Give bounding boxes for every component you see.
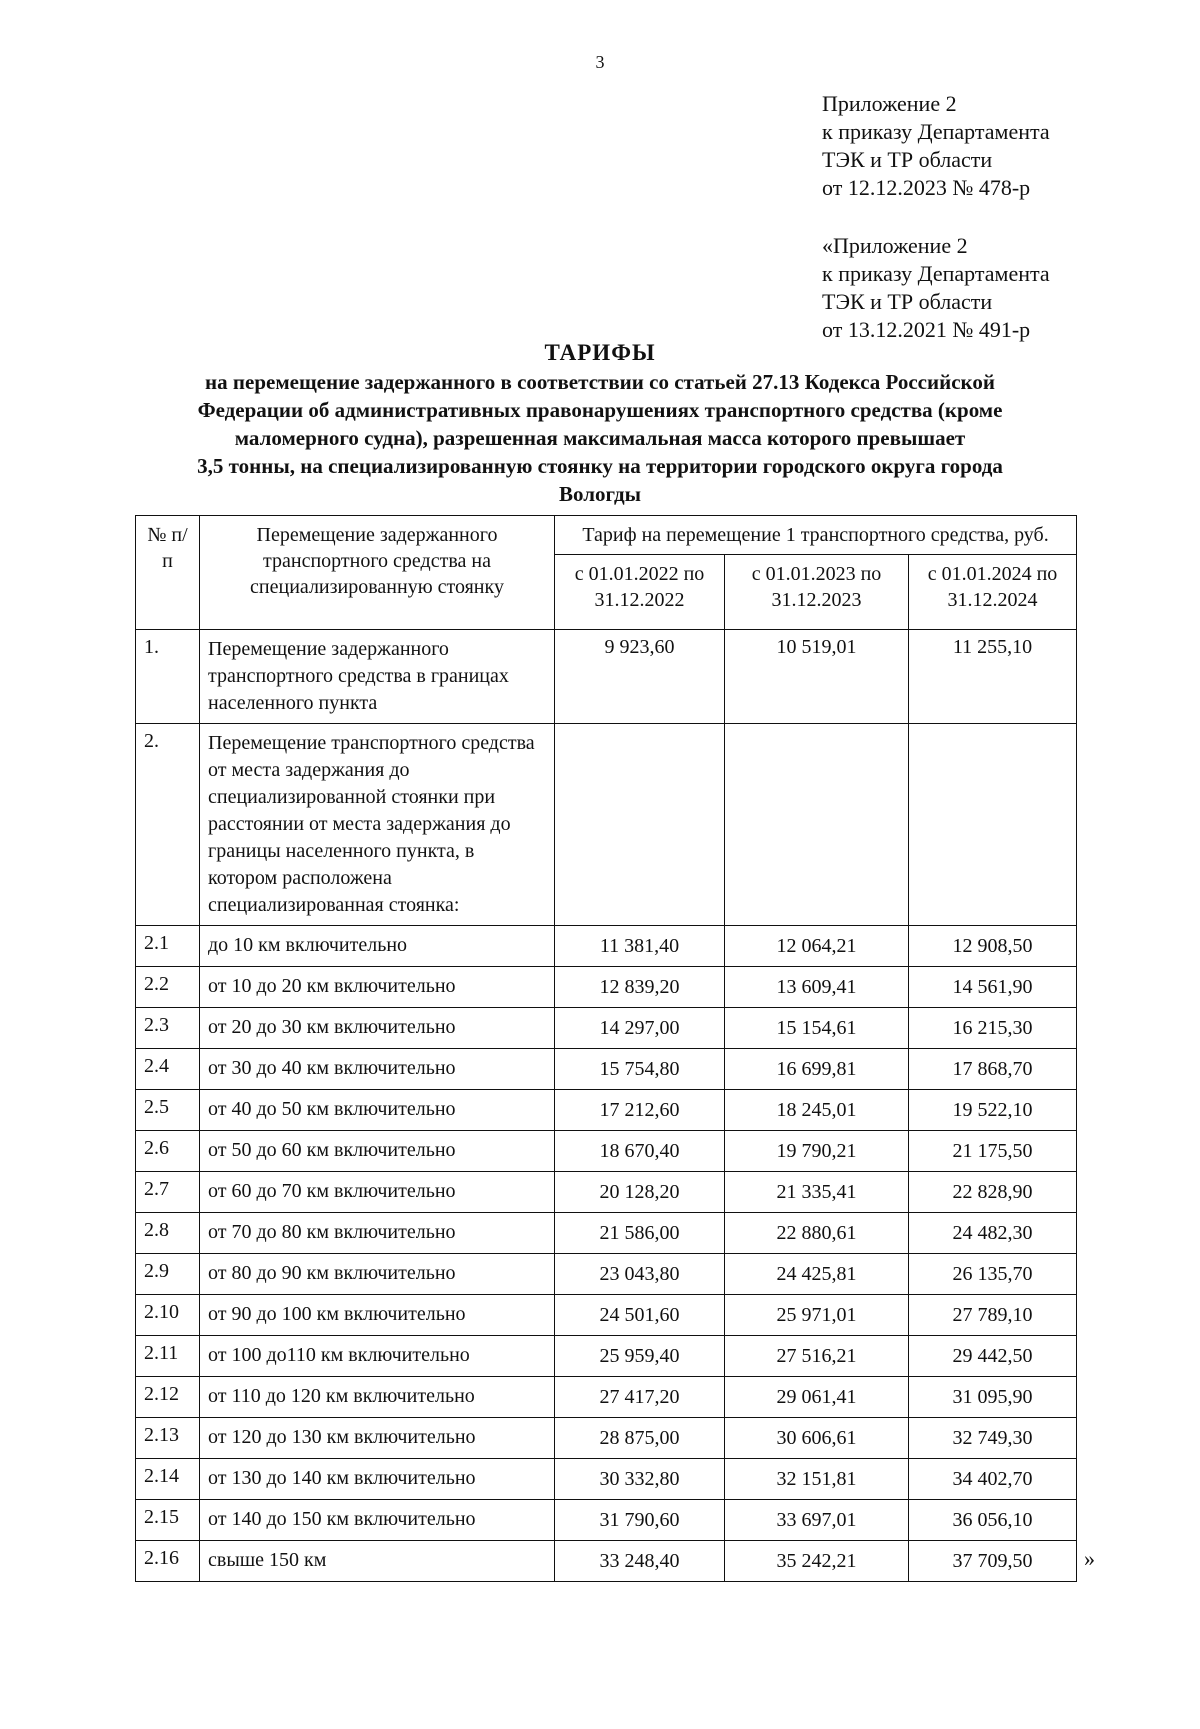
table-row [136,1541,1077,1582]
tariff-2024: 21 175,50 [909,1131,1077,1172]
table-row [136,1295,1077,1336]
document-subtitle-line: Федерации об административных правонарушениях транспортного средства (кроме [197,398,1003,422]
document-subtitle-line: на перемещение задержанного в соответствии со статьей 27.13 Кодекса Российской [205,370,995,394]
tariff-2022: 11 381,40 [555,926,725,967]
tariff-2023: 12 064,21 [725,926,909,967]
row-description: Перемещение транспортного средства от места задержания до специализированной стоянки при расстоянии от места задержания до границы населенного пункта, в котором расположена специализированная стоянка: [200,724,555,926]
row-description: от 10 до 20 км включительно [200,967,555,1008]
row-number: 2.13 [136,1418,200,1459]
table-row [136,926,1077,967]
tariff-2022: 14 297,00 [555,1008,725,1049]
document-title: ТАРИФЫ [544,340,656,365]
table-row [136,1008,1077,1049]
table-row [136,1459,1077,1500]
tariff-2023: 15 154,61 [725,1008,909,1049]
tariff-2022: 9 923,60 [555,630,725,724]
annex-previous-line: ТЭК и ТР области [822,289,993,314]
tariff-2023: 18 245,01 [725,1090,909,1131]
tariff-2023: 16 699,81 [725,1049,909,1090]
row-number: 2.12 [136,1377,200,1418]
header-period-2022: с 01.01.2022 по 31.12.2022 [555,555,725,630]
tariff-2022 [555,724,725,926]
row-description: от 140 до 150 км включительно [200,1500,555,1541]
header-period-2024: с 01.01.2024 по 31.12.2024 [909,555,1077,630]
tariff-2023: 32 151,81 [725,1459,909,1500]
tariff-2022: 17 212,60 [555,1090,725,1131]
row-number: 2.8 [136,1213,200,1254]
tariff-2023: 10 519,01 [725,630,909,724]
tariff-2022: 21 586,00 [555,1213,725,1254]
tariff-2024: 31 095,90 [909,1377,1077,1418]
tariff-2024: 12 908,50 [909,926,1077,967]
row-number: 2.5 [136,1090,200,1131]
tariff-2024: 11 255,10 [909,630,1077,724]
tariff-2023 [725,724,909,926]
tariff-2023: 19 790,21 [725,1131,909,1172]
tariff-2022: 12 839,20 [555,967,725,1008]
annex-previous-line: от 13.12.2021 № 491-р [822,317,1031,342]
tariff-2022: 28 875,00 [555,1418,725,1459]
tariff-2023: 13 609,41 [725,967,909,1008]
row-description: от 100 до110 км включительно [200,1336,555,1377]
tariff-2024: 37 709,50 [909,1541,1077,1582]
page-number: 3 [595,52,605,72]
row-description: от 110 до 120 км включительно [200,1377,555,1418]
tariff-2024: 16 215,30 [909,1008,1077,1049]
tariff-2022: 24 501,60 [555,1295,725,1336]
tariff-2024: 32 749,30 [909,1418,1077,1459]
document-subtitle-line: 3,5 тонны, на специализированную стоянку на территории городского округа города [197,454,1003,478]
row-number: 2.7 [136,1172,200,1213]
row-number: 1. [136,630,200,724]
table-row [136,1254,1077,1295]
row-description: от 120 до 130 км включительно [200,1418,555,1459]
tariff-2022: 33 248,40 [555,1541,725,1582]
tariff-2024 [909,724,1077,926]
row-number: 2.10 [136,1295,200,1336]
tariff-2022: 27 417,20 [555,1377,725,1418]
row-description: Перемещение задержанного транспортного средства в границах населенного пункта [200,630,555,724]
table-row [136,1172,1077,1213]
row-description: от 90 до 100 км включительно [200,1295,555,1336]
tariff-2022: 18 670,40 [555,1131,725,1172]
tariff-2024: 26 135,70 [909,1254,1077,1295]
document-subtitle-line: маломерного судна), разрешенная максимальная масса которого превышает [234,426,966,450]
header-period-2023: с 01.01.2023 по 31.12.2023 [725,555,909,630]
row-description: от 40 до 50 км включительно [200,1090,555,1131]
tariff-2024: 19 522,10 [909,1090,1077,1131]
row-description: от 70 до 80 км включительно [200,1213,555,1254]
row-description: до 10 км включительно [200,926,555,967]
annex-current-line: к приказу Департамента [822,119,1050,144]
header-description: Перемещение задержанного транспортного средства на специализированную стоянку [200,516,555,630]
annex-current-line: Приложение 2 [822,91,957,116]
row-number: 2.9 [136,1254,200,1295]
table-row [136,1131,1077,1172]
tariff-2024: 24 482,30 [909,1213,1077,1254]
row-number: 2.15 [136,1500,200,1541]
row-number: 2.16 [136,1541,200,1582]
row-number: 2.1 [136,926,200,967]
tariff-table [135,515,1077,1582]
tariff-2023: 33 697,01 [725,1500,909,1541]
tariff-2023: 30 606,61 [725,1418,909,1459]
row-number: 2.6 [136,1131,200,1172]
document-subtitle-line: Вологды [558,482,642,506]
annex-previous-line: к приказу Департамента [822,261,1050,286]
tariff-2023: 25 971,01 [725,1295,909,1336]
table-row [136,1090,1077,1131]
annex-current-line: ТЭК и ТР области [822,147,993,172]
row-description: от 60 до 70 км включительно [200,1172,555,1213]
table-row [136,1377,1077,1418]
tariff-2023: 29 061,41 [725,1377,909,1418]
table-row [136,724,1077,926]
annex-current-line: от 12.12.2023 № 478-р [822,175,1031,200]
tariff-2024: 34 402,70 [909,1459,1077,1500]
table-row [136,1049,1077,1090]
table-row [136,1336,1077,1377]
tariff-2024: 29 442,50 [909,1336,1077,1377]
header-num: № п/п [136,516,200,630]
row-number: 2.3 [136,1008,200,1049]
tariff-2022: 30 332,80 [555,1459,725,1500]
annex-current-header [822,90,1050,202]
tariff-2024: 36 056,10 [909,1500,1077,1541]
table-header-row [136,516,1077,555]
table-row [136,967,1077,1008]
tariff-2024: 17 868,70 [909,1049,1077,1090]
annex-previous-line: «Приложение 2 [822,233,968,258]
tariff-2022: 25 959,40 [555,1336,725,1377]
tariff-2024: 22 828,90 [909,1172,1077,1213]
tariff-2022: 20 128,20 [555,1172,725,1213]
table-row [136,630,1077,724]
tariff-2023: 27 516,21 [725,1336,909,1377]
row-number: 2.11 [136,1336,200,1377]
annex-previous-header [822,232,1050,344]
row-number: 2.4 [136,1049,200,1090]
table-row [136,1213,1077,1254]
row-number: 2. [136,724,200,926]
header-tariff: Тариф на перемещение 1 транспортного средства, руб. [555,516,1077,555]
row-description: от 130 до 140 км включительно [200,1459,555,1500]
tariff-2023: 22 880,61 [725,1213,909,1254]
row-description: от 30 до 40 км включительно [200,1049,555,1090]
row-number: 2.2 [136,967,200,1008]
tariff-2024: 27 789,10 [909,1295,1077,1336]
tariff-2022: 23 043,80 [555,1254,725,1295]
row-description: свыше 150 км [200,1541,555,1582]
row-number: 2.14 [136,1459,200,1500]
tariff-2023: 24 425,81 [725,1254,909,1295]
table-row [136,1418,1077,1459]
row-description: от 50 до 60 км включительно [200,1131,555,1172]
document-title-block [120,338,1080,508]
tariff-2023: 35 242,21 [725,1541,909,1582]
table-row [136,1500,1077,1541]
closing-quote: » [1084,1546,1095,1571]
row-description: от 80 до 90 км включительно [200,1254,555,1295]
row-description: от 20 до 30 км включительно [200,1008,555,1049]
tariff-2022: 31 790,60 [555,1500,725,1541]
tariff-2023: 21 335,41 [725,1172,909,1213]
tariff-2024: 14 561,90 [909,967,1077,1008]
tariff-2022: 15 754,80 [555,1049,725,1090]
